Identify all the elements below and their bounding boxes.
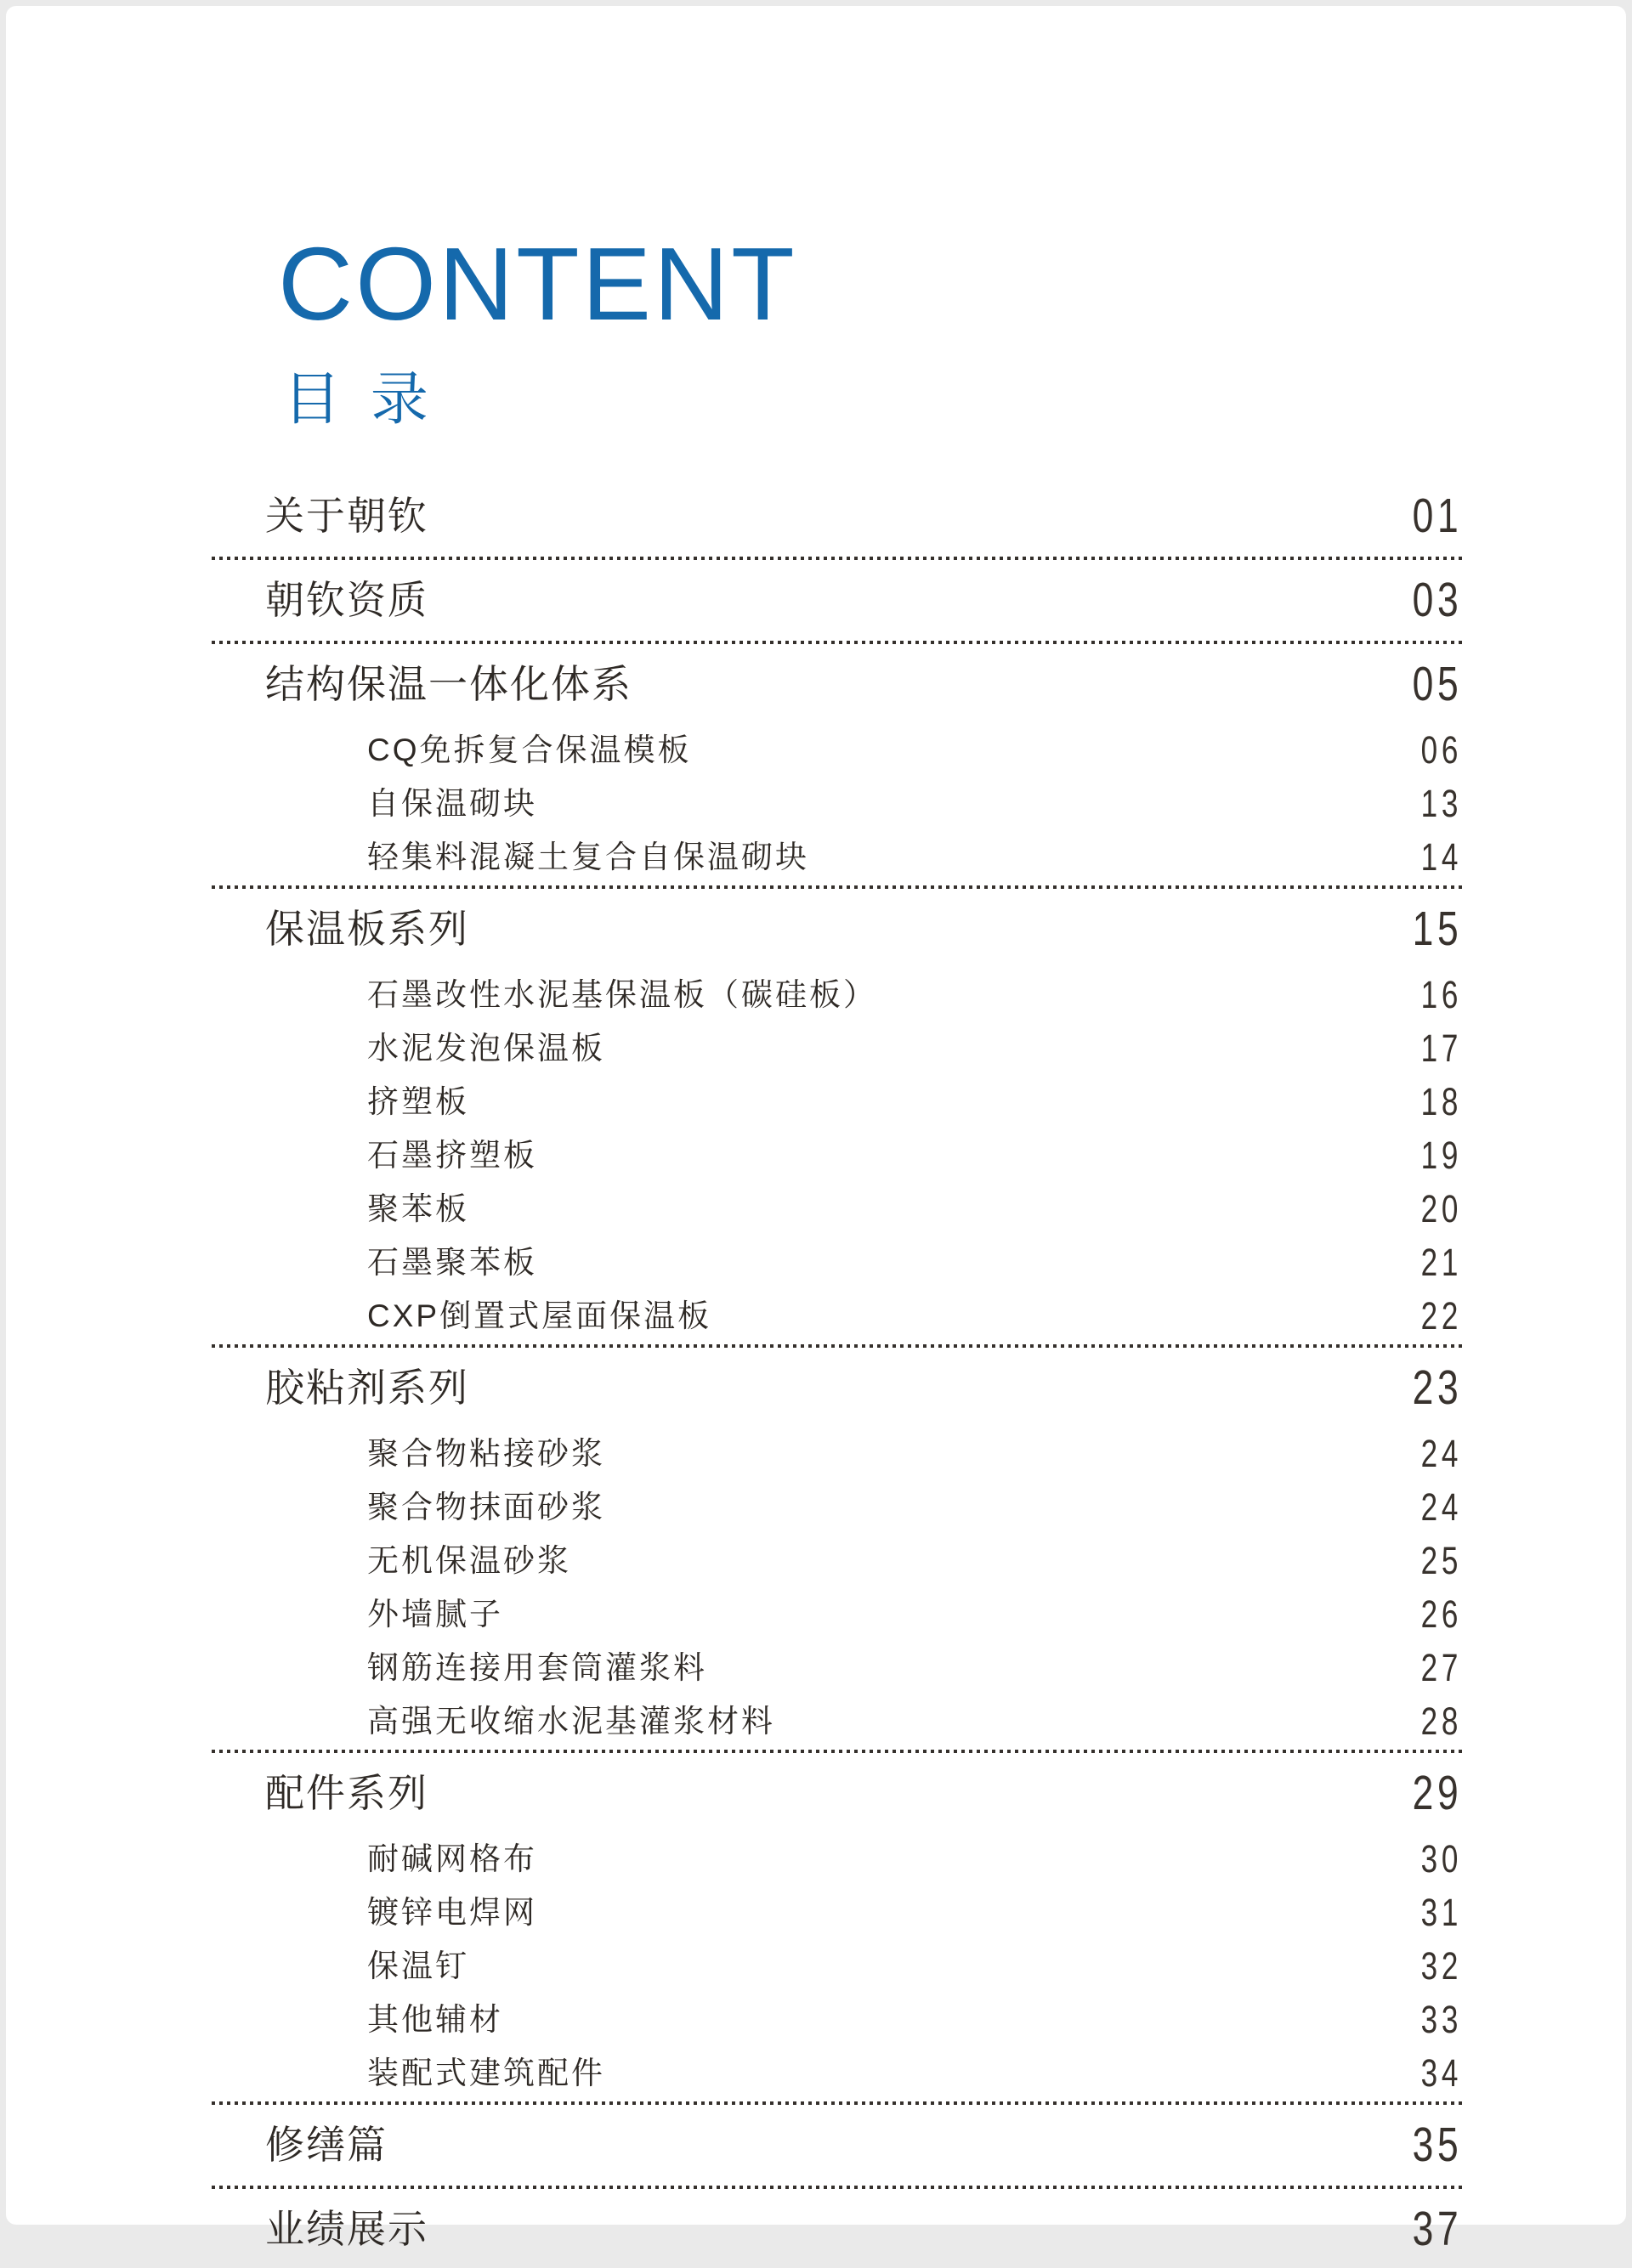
toc-item-title: 石墨改性水泥基保温板（碳硅板）	[367, 976, 877, 1012]
catalog-toc-page	[6, 6, 1626, 2256]
toc-item-page-number: 26	[1420, 1592, 1462, 1636]
toc-item-row	[212, 1182, 1462, 1236]
toc-item-title: 石墨挤塑板	[367, 1137, 537, 1173]
toc-item-row	[212, 1021, 1462, 1075]
toc-section-page-number: 29	[1412, 1765, 1462, 1820]
toc-item-page-number: 28	[1420, 1699, 1462, 1743]
toc-item-page-number: 20	[1420, 1186, 1462, 1230]
toc-item-row	[212, 1289, 1462, 1343]
toc-item-row	[212, 777, 1462, 830]
toc-section-row	[212, 1349, 1462, 1427]
page-title-chinese: 目 录	[283, 366, 435, 432]
toc-item-page-number: 21	[1420, 1240, 1462, 1284]
toc-dotted-divider	[212, 2101, 1462, 2105]
toc-item-page-number: 17	[1420, 1026, 1462, 1070]
toc-item-page-number: 06	[1420, 727, 1462, 772]
toc-item-title: 镀锌电焊网	[367, 1894, 537, 1930]
toc-item-row	[212, 1075, 1462, 1128]
toc-item-title: 聚苯板	[367, 1191, 469, 1226]
toc-item-page-number: 34	[1420, 2050, 1462, 2095]
toc-item-page-number: 13	[1420, 781, 1462, 825]
toc-section-row	[212, 562, 1462, 639]
toc-dotted-divider	[212, 1750, 1462, 1753]
toc-item-title: 装配式建筑配件	[367, 2055, 605, 2090]
toc-section-title: 朝钦资质	[265, 578, 428, 623]
toc-section-page-number: 35	[1412, 2117, 1462, 2172]
toc-item-row	[212, 1587, 1462, 1641]
toc-section-title: 关于朝钦	[265, 494, 428, 539]
toc-list	[212, 478, 1462, 2268]
toc-item-title: 高强无收缩水泥基灌浆材料	[367, 1703, 775, 1739]
toc-section-title: 胶粘剂系列	[265, 1366, 469, 1411]
toc-item-title: 聚合物粘接砂浆	[367, 1435, 605, 1471]
toc-section-title: 配件系列	[265, 1771, 428, 1816]
toc-section-page-number: 15	[1412, 901, 1462, 956]
page-title-english: CONTENT	[278, 226, 797, 342]
toc-item-title: 挤塑板	[367, 1083, 469, 1119]
toc-item-title: 自保温砌块	[367, 785, 537, 821]
toc-item-row	[212, 1534, 1462, 1587]
toc-section-row	[212, 1755, 1462, 1832]
toc-item-page-number: 27	[1420, 1645, 1462, 1689]
toc-section-title: 结构保温一体化体系	[265, 662, 632, 707]
toc-dotted-divider	[212, 885, 1462, 889]
toc-section-row	[212, 646, 1462, 723]
toc-item-page-number: 18	[1420, 1079, 1462, 1123]
toc-item-row	[212, 1128, 1462, 1182]
toc-dotted-divider	[212, 1344, 1462, 1348]
toc-item-row	[212, 1694, 1462, 1748]
toc-dotted-divider	[212, 2186, 1462, 2189]
toc-item-title: 无机保温砂浆	[367, 1542, 571, 1578]
toc-item-title: 聚合物抹面砂浆	[367, 1489, 605, 1524]
toc-item-title: 外墙腻子	[367, 1596, 503, 1632]
toc-item-page-number: 33	[1420, 1997, 1462, 2041]
toc-section-row	[212, 2107, 1462, 2184]
toc-section-title: 保温板系列	[265, 907, 469, 952]
toc-item-page-number: 14	[1420, 834, 1462, 879]
toc-section-page-number: 37	[1412, 2201, 1462, 2256]
toc-section-row	[212, 891, 1462, 968]
toc-item-row	[212, 2046, 1462, 2100]
toc-item-row	[212, 1236, 1462, 1289]
toc-section-row	[212, 478, 1462, 555]
toc-item-row	[212, 1832, 1462, 1886]
toc-item-title: 轻集料混凝土复合自保温砌块	[367, 839, 809, 874]
toc-item-title: 保温钉	[367, 1948, 469, 1983]
toc-item-page-number: 25	[1420, 1538, 1462, 1582]
toc-item-row	[212, 1939, 1462, 1993]
toc-item-row	[212, 1427, 1462, 1480]
toc-section-page-number: 03	[1412, 572, 1462, 627]
toc-item-page-number: 22	[1420, 1293, 1462, 1338]
toc-item-row	[212, 968, 1462, 1021]
toc-item-title: CQ免拆复合保温模板	[367, 732, 692, 767]
toc-item-title: 其他辅材	[367, 2001, 503, 2037]
toc-section-title: 修缮篇	[265, 2123, 388, 2168]
toc-item-page-number: 31	[1420, 1890, 1462, 1934]
toc-item-page-number: 16	[1420, 972, 1462, 1016]
toc-item-title: 耐碱网格布	[367, 1841, 537, 1876]
toc-item-page-number: 24	[1420, 1485, 1462, 1529]
toc-item-row	[212, 1886, 1462, 1939]
toc-item-page-number: 19	[1420, 1133, 1462, 1177]
toc-item-page-number: 24	[1420, 1431, 1462, 1475]
toc-dotted-divider	[212, 641, 1462, 644]
toc-item-title: 石墨聚苯板	[367, 1244, 537, 1280]
toc-item-row	[212, 1480, 1462, 1534]
toc-item-row	[212, 1993, 1462, 2046]
toc-item-title: 水泥发泡保温板	[367, 1030, 605, 1066]
toc-section-page-number: 01	[1412, 488, 1462, 543]
toc-dotted-divider	[212, 557, 1462, 560]
toc-item-row	[212, 830, 1462, 884]
toc-item-page-number: 32	[1420, 1943, 1462, 1988]
toc-section-page-number: 05	[1412, 656, 1462, 711]
toc-item-title: CXP倒置式屋面保温板	[367, 1298, 712, 1333]
toc-section-page-number: 23	[1412, 1360, 1462, 1415]
toc-item-page-number: 30	[1420, 1836, 1462, 1881]
toc-item-row	[212, 723, 1462, 777]
toc-item-row	[212, 1641, 1462, 1694]
toc-section-row	[212, 2191, 1462, 2268]
toc-item-title: 钢筋连接用套筒灌浆料	[367, 1649, 707, 1685]
toc-section-title: 业绩展示	[265, 2207, 428, 2252]
toc-content	[6, 6, 1626, 2268]
